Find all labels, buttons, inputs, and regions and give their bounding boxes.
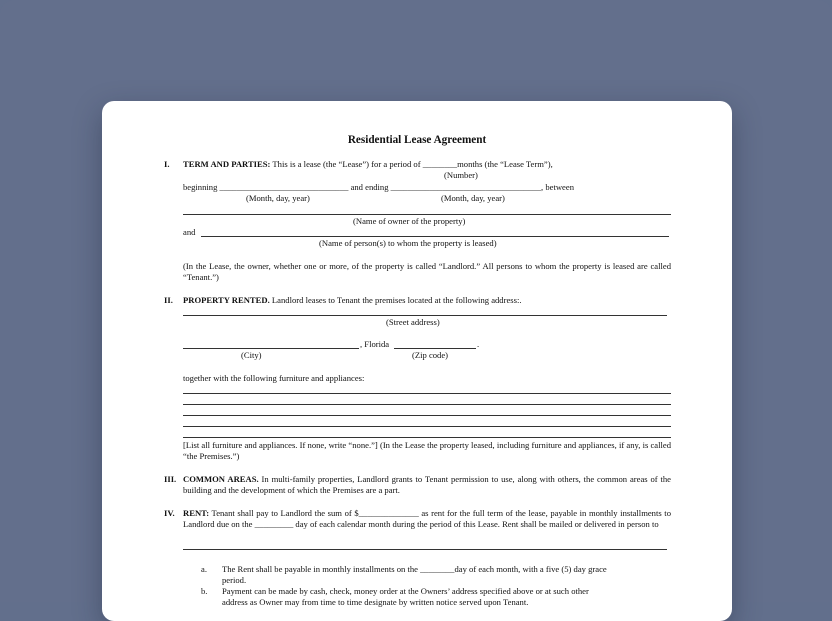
furniture-line-5 — [183, 437, 671, 438]
section-4-heading: RENT: — [183, 508, 210, 518]
section-3-text: In multi-family properties, Landlord grants to Tenant permission to use, along with others, the common areas of the building and the development of which the Premises are a part. — [183, 474, 671, 495]
section-1-number: I. — [164, 159, 170, 169]
owner-name-line — [183, 214, 671, 215]
city-label: (City) — [241, 350, 262, 360]
number-label: (Number) — [444, 170, 478, 180]
section-2-text: Landlord leases to Tenant the premises located at the following address:. — [271, 295, 522, 305]
section-1-heading: TERM AND PARTIES: — [183, 159, 271, 169]
section-3-paragraph — [183, 474, 671, 495]
month-day-year-label-2: (Month, day, year) — [441, 193, 505, 203]
section-3-heading: COMMON AREAS. — [183, 474, 259, 484]
section-2-heading: PROPERTY RENTED. — [183, 295, 270, 305]
rent-item-a-text: The Rent shall be payable in monthly installments on the ________day of each month, with a five (5) day grace — [222, 564, 607, 574]
zip-code-line — [394, 348, 476, 349]
section-1-paragraph: (In the Lease, the owner, whether one or more, of the property is called “Landlord.” All persons to whom the property is leased are called “Tenant.”) — [183, 261, 671, 282]
tenant-label: (Name of person(s) to whom the property is leased) — [319, 238, 497, 248]
furniture-line-2 — [183, 404, 671, 405]
section-2-line — [183, 295, 522, 306]
florida-label: , Florida — [360, 339, 390, 349]
furniture-line-3 — [183, 415, 671, 416]
zip-code-label: (Zip code) — [412, 350, 449, 360]
month-day-year-label-1: (Month, day, year) — [246, 193, 310, 203]
rent-delivery-line — [183, 549, 667, 550]
document-page: Residential Lease Agreement I. TERM AND PARTIES: This is a lease (the “Lease”) for a period of ________months (the “Lease Term”), (Number) beginning ______________________________ and ending ___________________________________, between (Month, day, year) (Month, day, year) (Name of owner of the property) and (Name of person(s) to whom the property is leased) (In the Lease, the owner, whether one or more, of the property is called “Landlord.” All persons to whom the property is leased are called “Tenant.”) II. PROPERTY RENTED. Landlord leases to Tenant the premises located at the following address:. (Street address) , Florida . (City) (Zip code) together with the following furniture and appliances: [List all furniture and appliances. If none, write “none.”] (In the Lease the property leased, including furniture and appliances, if any, is called “the Premises.”) III. COMMON AREAS. In multi-family properties, Landlord grants to Tenant permission to use, along with others, the common areas of the building and the development of which the Premises are a part. IV. RENT: Tenant shall pay to Landlord the sum of $______________ as rent for the full term of the lease, payable in monthly installments to Landlord due on the _________ day of each calendar month during the period of this Lease. Rent shall be mailed or delivered in person to a. The Rent shall be payable in monthly installments on the ________day of each month, with a five (5) day grace period. b. Payment can be made by cash, check, money order at the Owners’ address specified above or at such other address as Owner may from time to time designate by written notice served upon Tenant. — [102, 101, 732, 621]
rent-item-b-label: b. — [201, 586, 208, 596]
section-2-number: II. — [164, 295, 173, 305]
furniture-line-4 — [183, 426, 671, 427]
and-label: and — [183, 227, 196, 237]
section-3-number: III. — [164, 474, 177, 484]
section-4-number: IV. — [164, 508, 175, 518]
street-address-line — [183, 315, 667, 316]
section-1-line — [183, 159, 553, 170]
rent-item-b-text-cont: address as Owner may from time to time designate by written notice served upon Tenant. — [222, 597, 529, 607]
tenant-name-line — [201, 236, 669, 237]
furniture-line-1 — [183, 393, 671, 394]
rent-item-b-text: Payment can be made by cash, check, money order at the Owners’ address specified above or at such other — [222, 586, 589, 596]
section-4-paragraph — [183, 508, 671, 529]
owner-label: (Name of owner of the property) — [353, 216, 466, 226]
furniture-list-note: [List all furniture and appliances. If none, write “none.”] (In the Lease the property leased, including furniture and appliances, if any, is called “the Premises.”) — [183, 440, 671, 461]
city-line — [183, 348, 359, 349]
rent-item-a-text-cont: period. — [222, 575, 247, 585]
section-1-text: This is a lease (the “Lease”) for a period of ________months (the “Lease Term”), — [272, 159, 553, 169]
section-4-text: Tenant shall pay to Landlord the sum of $______________ as rent for the full term of the lease, payable in monthly installments to Landlord due on the _________ day of each calendar month during the period of this Lease. Rent shall be mailed or delivered in person to — [183, 508, 671, 529]
document-title: Residential Lease Agreement — [347, 134, 487, 146]
beginning-line: beginning ______________________________ and ending ___________________________________, between — [183, 182, 574, 192]
furniture-label: together with the following furniture and appliances: — [183, 373, 365, 383]
rent-item-a-label: a. — [201, 564, 207, 574]
street-address-label: (Street address) — [386, 317, 440, 327]
